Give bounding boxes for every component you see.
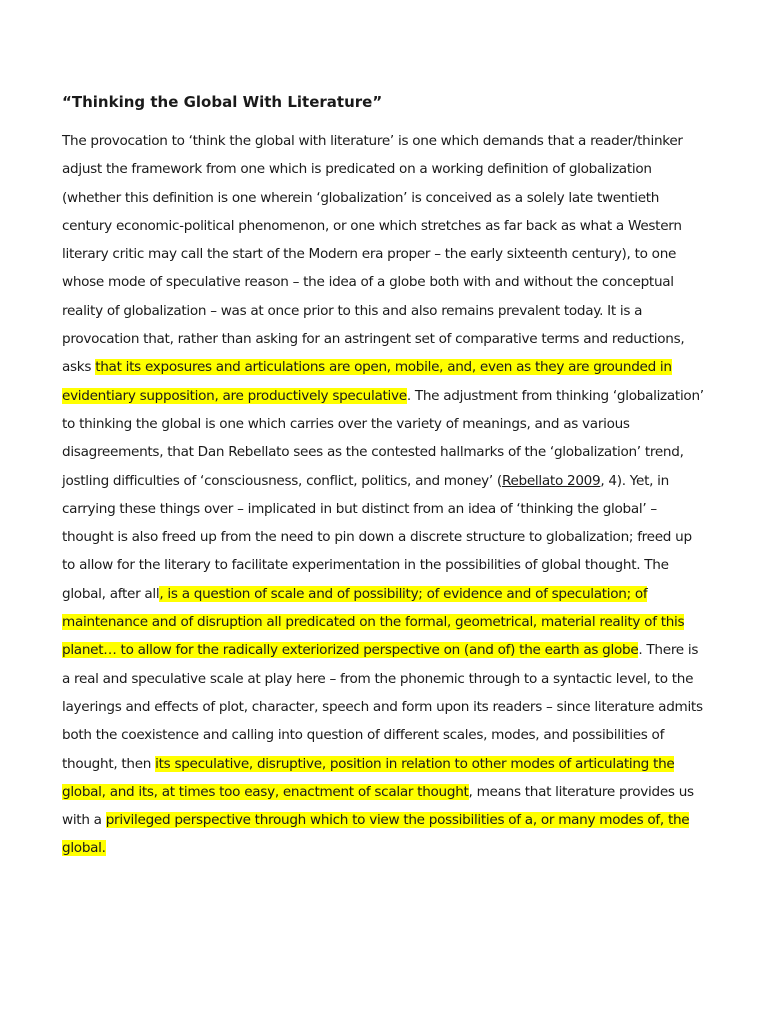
text-segment: century economic-political phenomenon, or one which stretches as far back as what a Western bbox=[62, 217, 682, 234]
text-segment: asks bbox=[62, 359, 96, 376]
text-line bbox=[62, 268, 712, 296]
text-line bbox=[62, 693, 712, 721]
highlighted-text: global. bbox=[62, 840, 106, 857]
text-segment: , means that literature provides us bbox=[468, 783, 694, 800]
text-line bbox=[62, 495, 712, 523]
highlighted-text: maintenance and of disruption all predicated on the formal, geometrical, material reality of this bbox=[62, 614, 685, 631]
text-segment: , 4). Yet, in bbox=[600, 472, 669, 489]
text-segment: a real and speculative scale at play here – from the phonemic through to a syntactic level, to the bbox=[62, 670, 694, 687]
text-segment: to thinking the global is one which carries over the variety of meanings, and as various bbox=[62, 415, 630, 432]
text-line bbox=[62, 155, 712, 183]
highlighted-text: global, and its, at times too easy, enactment of scalar thought bbox=[62, 783, 469, 800]
text-line bbox=[62, 353, 712, 381]
highlighted-text: privileged perspective through which to view the possibilities of a, or many modes of, the bbox=[105, 812, 690, 829]
text-segment: reality of globalization – was at once prior to this and also remains prevalent today. It is a bbox=[62, 302, 643, 319]
text-line bbox=[62, 212, 712, 240]
text-segment: thought, then bbox=[62, 755, 156, 772]
document-title: “Thinking the Global With Literature” bbox=[62, 93, 383, 111]
text-line bbox=[62, 806, 712, 834]
text-segment: . The adjustment from thinking ‘globalization’ bbox=[406, 387, 704, 404]
citation-link[interactable]: Rebellato 2009 bbox=[501, 472, 601, 489]
highlighted-text: its speculative, disruptive, position in relation to other modes of articulating the bbox=[155, 755, 675, 772]
text-line bbox=[62, 523, 712, 551]
text-segment: to allow for the literary to facilitate experimentation in the possibilities of global thought. The bbox=[62, 557, 669, 574]
highlighted-text: planet… to allow for the radically exteriorized perspective on (and of) the earth as globe bbox=[62, 642, 639, 659]
text-line bbox=[62, 608, 712, 636]
text-segment: . There is bbox=[638, 642, 699, 659]
text-line bbox=[62, 665, 712, 693]
text-segment: jostling difficulties of ‘consciousness, conflict, politics, and money’ ( bbox=[62, 472, 502, 489]
text-line bbox=[62, 636, 712, 664]
text-segment: carrying these things over – implicated in but distinct from an idea of ‘thinking the global’ – bbox=[62, 500, 657, 517]
text-line bbox=[62, 438, 712, 466]
text-segment: both the coexistence and calling into question of different scales, modes, and possibilities of bbox=[62, 727, 665, 744]
text-line bbox=[62, 721, 712, 749]
text-line bbox=[62, 240, 712, 268]
text-segment: disagreements, that Dan Rebellato sees as the contested hallmarks of the ‘globalization’ trend, bbox=[62, 444, 684, 461]
text-line bbox=[62, 750, 712, 778]
text-line bbox=[62, 184, 712, 212]
text-line bbox=[62, 834, 712, 862]
text-line bbox=[62, 325, 712, 353]
highlighted-text: that its exposures and articulations are open, mobile, and, even as they are grounded in bbox=[95, 359, 672, 376]
text-segment: The provocation to ‘think the global with literature’ is one which demands that a reader/thinker bbox=[62, 133, 683, 149]
document-body bbox=[62, 127, 712, 863]
highlighted-text: evidentiary supposition, are productively speculative bbox=[62, 387, 407, 404]
text-segment: provocation that, rather than asking for an astringent set of comparative terms and reductions, bbox=[62, 331, 685, 348]
text-line bbox=[62, 410, 712, 438]
text-segment: whose mode of speculative reason – the idea of a globe both with and without the conceptual bbox=[62, 274, 674, 291]
text-segment: with a bbox=[62, 812, 106, 829]
highlighted-text: , is a question of scale and of possibility; of evidence and of speculation; of bbox=[159, 585, 648, 602]
text-line bbox=[62, 778, 712, 806]
text-line bbox=[62, 551, 712, 579]
text-line bbox=[62, 580, 712, 608]
text-line bbox=[62, 127, 712, 155]
text-line bbox=[62, 297, 712, 325]
text-segment: adjust the framework from one which is predicated on a working definition of globalization bbox=[62, 161, 652, 178]
text-segment: layerings and effects of plot, character, speech and form upon its readers – since literature admits bbox=[62, 698, 703, 715]
text-segment: (whether this definition is one wherein ‘globalization’ is conceived as a solely late twentieth bbox=[62, 189, 660, 206]
text-segment: literary critic may call the start of the Modern era proper – the early sixteenth century), to one bbox=[62, 246, 677, 263]
text-line bbox=[62, 467, 712, 495]
text-line bbox=[62, 382, 712, 410]
text-segment: global, after all bbox=[62, 585, 160, 602]
text-segment: thought is also freed up from the need to pin down a discrete structure to globalization; freed up bbox=[62, 529, 692, 546]
